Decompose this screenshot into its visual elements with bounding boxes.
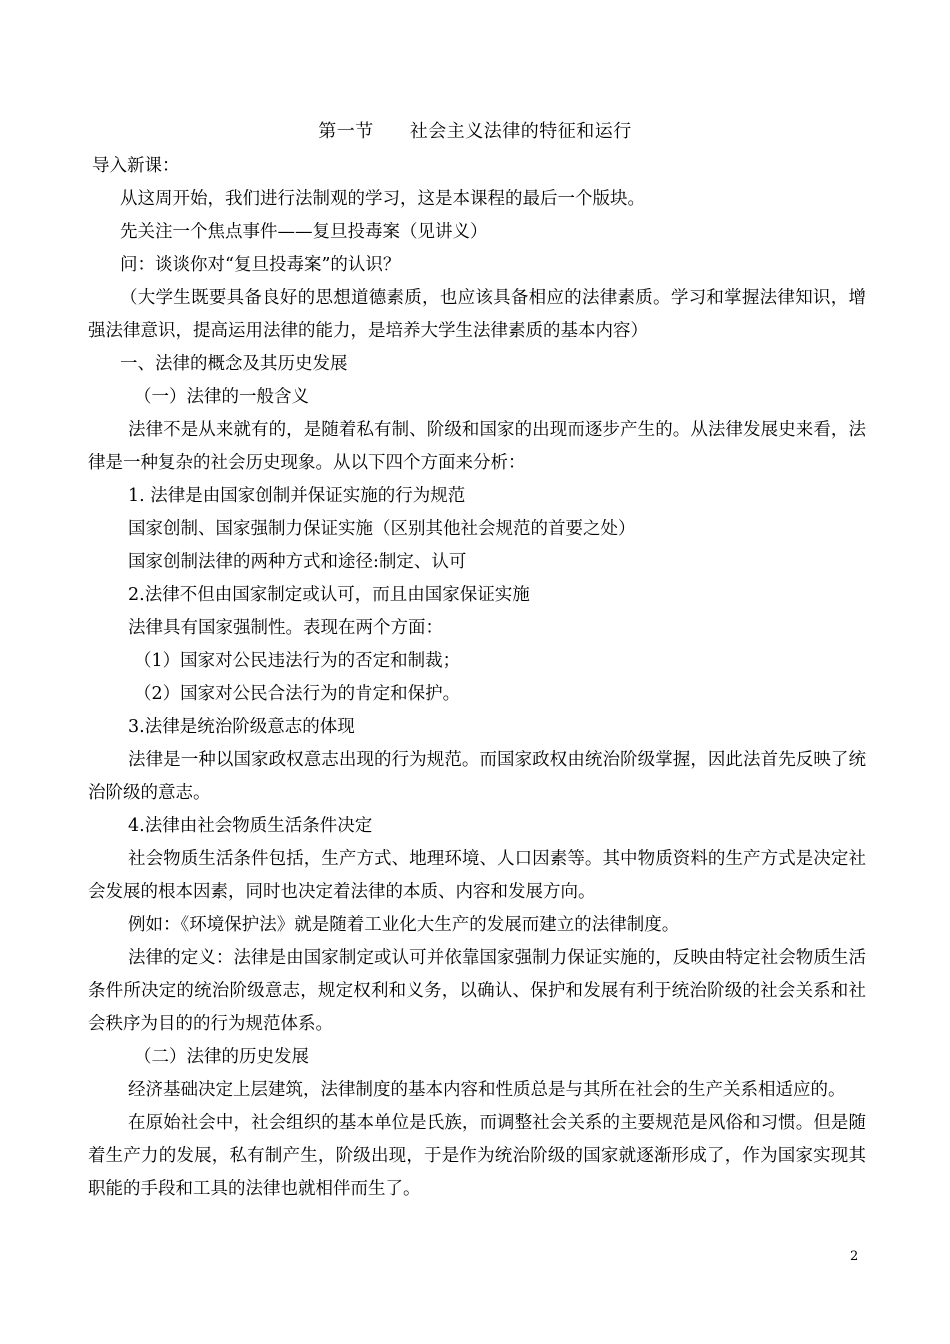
intro-label: 导入新课： xyxy=(92,156,180,176)
document-body xyxy=(88,150,866,1206)
example: 例如：《环境保护法》就是随着工业化大生产的发展而建立的法律制度。 xyxy=(128,915,680,935)
definition: 法律的定义：法律是由国家制定或认可并依靠国家强制力保证实施的，反映由特定社会物质生活条件所决定的统治阶级意志，规定权利和义务，以确认、保护和发展有利于统治阶级的社会关系和社会秩序为目的的行为规范体系。 xyxy=(88,948,866,1034)
paragraph: 经济基础决定上层建筑，法律制度的基本内容和性质总是与其所在社会的生产关系相适应的。 xyxy=(128,1080,846,1100)
numbered-point: 1. 法律是由国家创制并保证实施的行为规范 xyxy=(128,486,466,506)
paragraph: 社会物质生活条件包括，生产方式、地理环境、人口因素等。其中物质资料的生产方式是决定社会发展的根本因素，同时也决定着法律的本质、内容和发展方向。 xyxy=(88,849,866,902)
paragraph: 法律具有国家强制性。表现在两个方面： xyxy=(128,618,443,638)
numbered-point: 2.法律不但由国家制定或认可，而且由国家保证实施 xyxy=(128,585,530,605)
page-number: 2 xyxy=(850,1249,859,1264)
paragraph: 法律不是从来就有的，是随着私有制、阶级和国家的出现而逐步产生的。从法律发展史来看，法律是一种复杂的社会历史现象。从以下四个方面来分析： xyxy=(88,420,866,473)
sub-point: （2）国家对公民合法行为的肯定和保护。 xyxy=(134,684,461,704)
heading-level-1: 一、法律的概念及其历史发展 xyxy=(120,354,348,374)
paragraph: （大学生既要具备良好的思想道德素质，也应该具备相应的法律素质。学习和掌握法律知识，增强法律意识，提高运用法律的能力，是培养大学生法律素质的基本内容） xyxy=(88,288,866,341)
paragraph: 法律是一种以国家政权意志出现的行为规范。而国家政权由统治阶级掌握，因此法首先反映了统治阶级的意志。 xyxy=(88,750,866,803)
section-number: 第一节 xyxy=(318,121,374,142)
paragraph: 在原始社会中，社会组织的基本单位是氏族，而调整社会关系的主要规范是风俗和习惯。但是随着生产力的发展，私有制产生，阶级出现，于是作为统治阶级的国家就逐渐形成了，作为国家实现其职能的手段和工具的法律也就相伴而生了。 xyxy=(88,1113,866,1199)
numbered-point: 4.法律由社会物质生活条件决定 xyxy=(128,816,373,836)
numbered-point: 3.法律是统治阶级意志的体现 xyxy=(128,717,355,737)
paragraph: 从这周开始，我们进行法制观的学习，这是本课程的最后一个版块。 xyxy=(120,189,645,209)
paragraph: 国家创制法律的两种方式和途径:制定、认可 xyxy=(128,552,467,572)
sub-point: （1）国家对公民违法行为的否定和制裁； xyxy=(134,651,461,671)
question: 问：谈谈你对“复旦投毒案”的认识？ xyxy=(120,255,401,275)
paragraph: 先关注一个焦点事件——复旦投毒案（见讲义） xyxy=(120,222,488,242)
section-title xyxy=(0,120,950,144)
section-heading: 社会主义法律的特征和运行 xyxy=(409,121,632,142)
paragraph: 国家创制、国家强制力保证实施（区别其他社会规范的首要之处） xyxy=(128,519,636,539)
heading-level-2: （二）法律的历史发展 xyxy=(134,1047,309,1067)
heading-level-2: （一）法律的一般含义 xyxy=(134,387,309,407)
